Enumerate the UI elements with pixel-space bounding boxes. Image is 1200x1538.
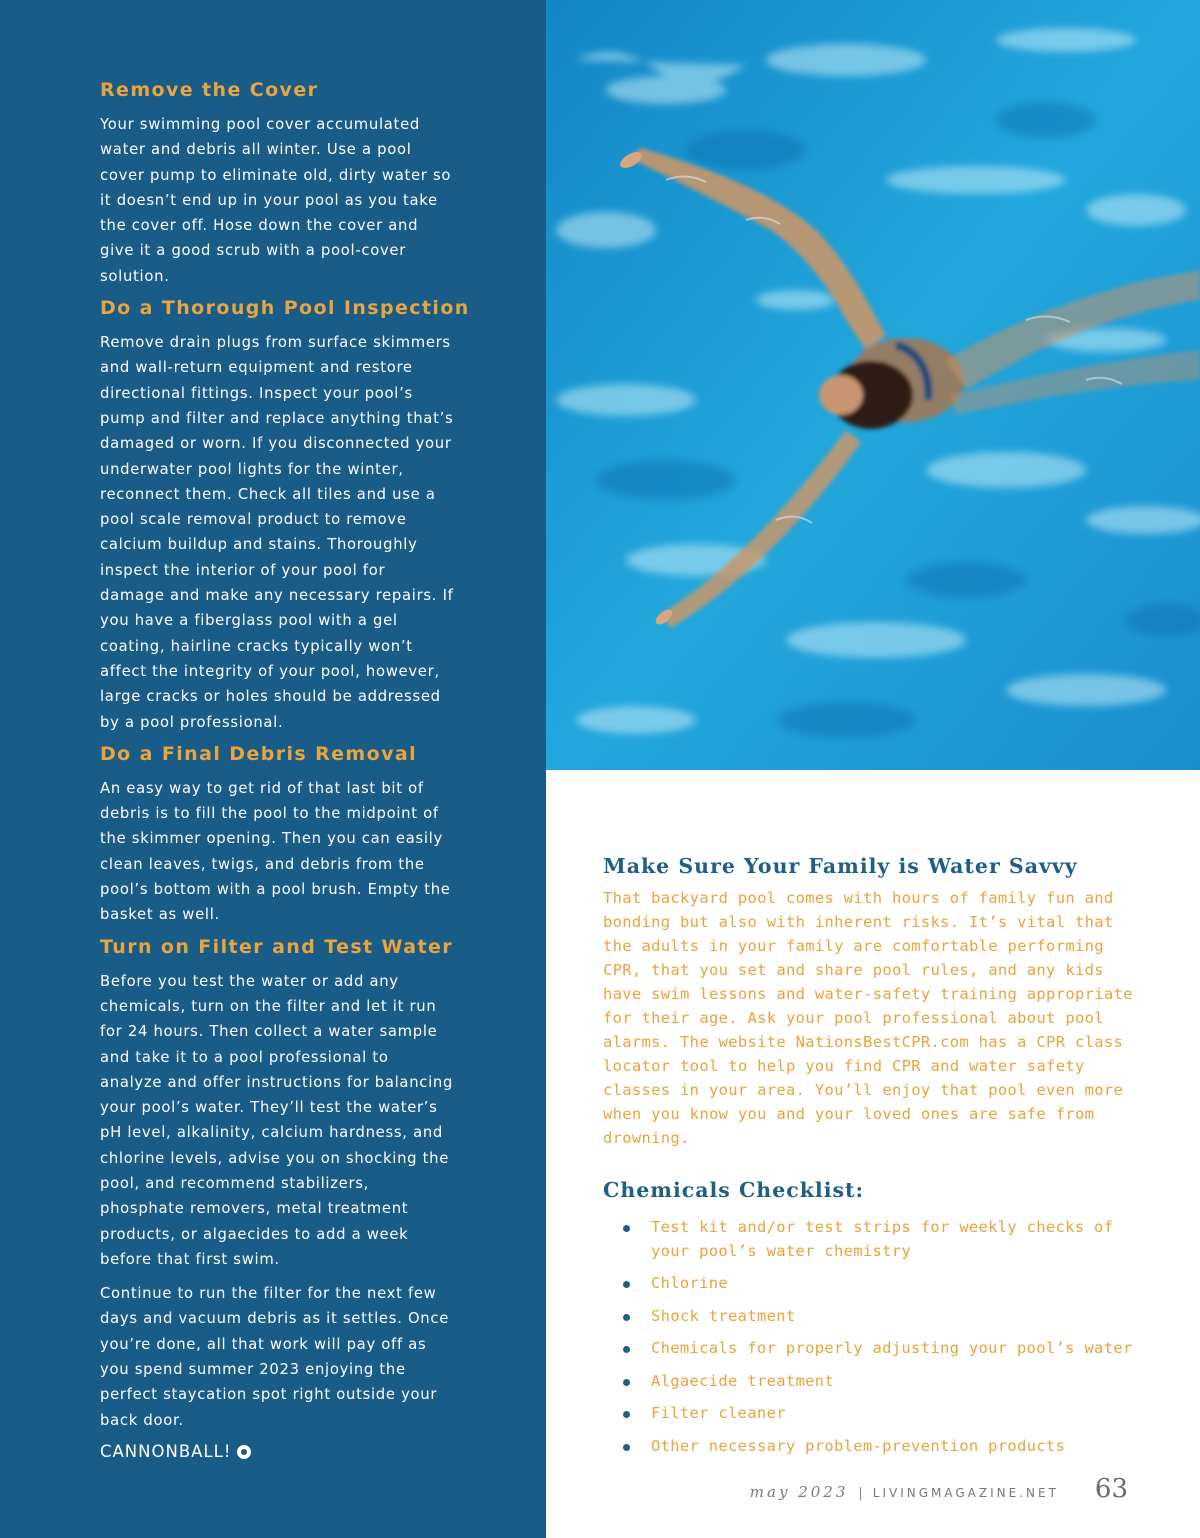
list-item-text: Algaecide treatment xyxy=(651,1371,835,1390)
sidebar-content xyxy=(603,852,1143,1467)
list-item xyxy=(603,1370,1143,1394)
bullet-icon xyxy=(623,1444,630,1451)
bullet-icon xyxy=(623,1314,630,1321)
issue-date: may 2023 xyxy=(749,1483,849,1501)
list-item-text: Filter cleaner xyxy=(651,1404,786,1422)
list-item xyxy=(603,1337,1143,1361)
section-remove-cover xyxy=(100,78,455,289)
closing-line xyxy=(100,1440,455,1464)
article-body xyxy=(100,78,470,1464)
list-item xyxy=(603,1272,1143,1296)
website-link[interactable]: LIVINGMAGAZINE.NET xyxy=(872,1486,1059,1500)
section-debris-removal xyxy=(100,742,455,928)
section-paragraph: Before you test the water or add any chemicals, turn on the filter and let it run for 24 hours. Then collect a water sample and take it to a pool professional to analyze and offer instructions for balancing your pool’s water. They’ll test the water’s pH level, alkalinity, calcium hardness, and chlorine levels, advise you on shocking the pool, and recommend stabilizers, phosphate removers, metal treatment products, or algaecides to add a week before that first swim. xyxy=(100,972,454,1268)
bullet-icon xyxy=(623,1379,630,1386)
section-paragraph: An easy way to get rid of that last bit of debris is to fill the pool to the midpoint of the skimmer opening. Then you can easily clean leaves, twigs, and debris from the pool’s bottom with a pool brush. Empty the basket as well. xyxy=(100,779,451,924)
section-pool-inspection xyxy=(100,296,470,735)
section-heading: Turn on Filter and Test Water xyxy=(100,935,453,958)
left-column xyxy=(0,0,546,1538)
closing-text: CANNONBALL! xyxy=(100,1441,232,1461)
checklist xyxy=(603,1216,1143,1458)
list-item xyxy=(603,1216,1143,1263)
section-heading: Do a Final Debris Removal xyxy=(100,742,417,765)
pool-water-image xyxy=(546,0,1200,770)
bullet-icon xyxy=(623,1411,630,1418)
list-item-text: Shock treatment xyxy=(651,1306,796,1325)
list-item xyxy=(603,1435,1143,1459)
bullet-icon xyxy=(623,1281,630,1288)
list-item xyxy=(603,1305,1143,1329)
section-paragraph: Continue to run the filter for the next few days and vacuum debris as it settles. Once you’re done, all that work will pay off as you spend summer 2023 enjoying the perfect staycation spot right outside your back door. xyxy=(100,1285,450,1429)
section-paragraph: Remove drain plugs from surface skimmers and wall-return equipment and restore directional fittings. Inspect your pool’s pump and filter and replace anything that’s damaged or worn. If you disconnected your underwater pool lights for the winter, reconnect them. Check all tiles and use a pool scale removal product to remove calcium buildup and stains. Thoroughly inspect the interior of your pool for damage and make any necessary repairs. If you have a fiberglass pool with a gel coating, hairline cracks typically won’t affect the integrity of your pool, however, large cracks or holes should be addressed by a pool professional. xyxy=(100,334,454,731)
section-heading: Remove the Cover xyxy=(100,79,319,101)
swimmer-photo xyxy=(546,0,1200,770)
section-paragraph: Your swimming pool cover accumulated water and debris all winter. Use a pool cover pump to eliminate old, dirty water so it doesn’t end up in your pool as you take the cover off. Hose down the cover and give it a good scrub with a pool-cover solution. xyxy=(100,116,452,285)
bullet-icon xyxy=(623,1346,630,1353)
page-number: 63 xyxy=(1094,1474,1128,1504)
sidebar-body: That backyard pool comes with hours of family fun and bonding but also with inherent risks. It’s vital that the adults in your family are comfortable performing CPR, that you set and share pool rules, and any kids have swim lessons and water-safety training appropriate for their age. Ask your pool professional about pool alarms. The website NationsBestCPR.com has a CPR class locator tool to help you find CPR and water safety classes in your area. You’ll enjoy that pool even more when you know you and your loved ones are safe from drowning. xyxy=(603,889,1133,1147)
list-item-text: Other necessary problem-prevention products xyxy=(651,1436,1066,1455)
footer-separator: | xyxy=(858,1486,863,1501)
bullet-icon xyxy=(623,1225,630,1232)
section-filter-test-water xyxy=(100,935,455,1433)
checklist-heading: Chemicals Checklist: xyxy=(603,1178,865,1202)
sidebar-heading: Make Sure Your Family is Water Savvy xyxy=(603,854,1078,878)
end-of-story-icon xyxy=(237,1445,251,1459)
list-item-text: Test kit and/or test strips for weekly checks of your pool’s water chemistry xyxy=(651,1218,1114,1260)
list-item-text: Chemicals for properly adjusting your pool’s water xyxy=(651,1339,1133,1357)
list-item-text: Chlorine xyxy=(651,1274,729,1292)
page-footer xyxy=(750,1474,1128,1504)
list-item xyxy=(603,1402,1143,1426)
section-heading: Do a Thorough Pool Inspection xyxy=(100,297,470,320)
